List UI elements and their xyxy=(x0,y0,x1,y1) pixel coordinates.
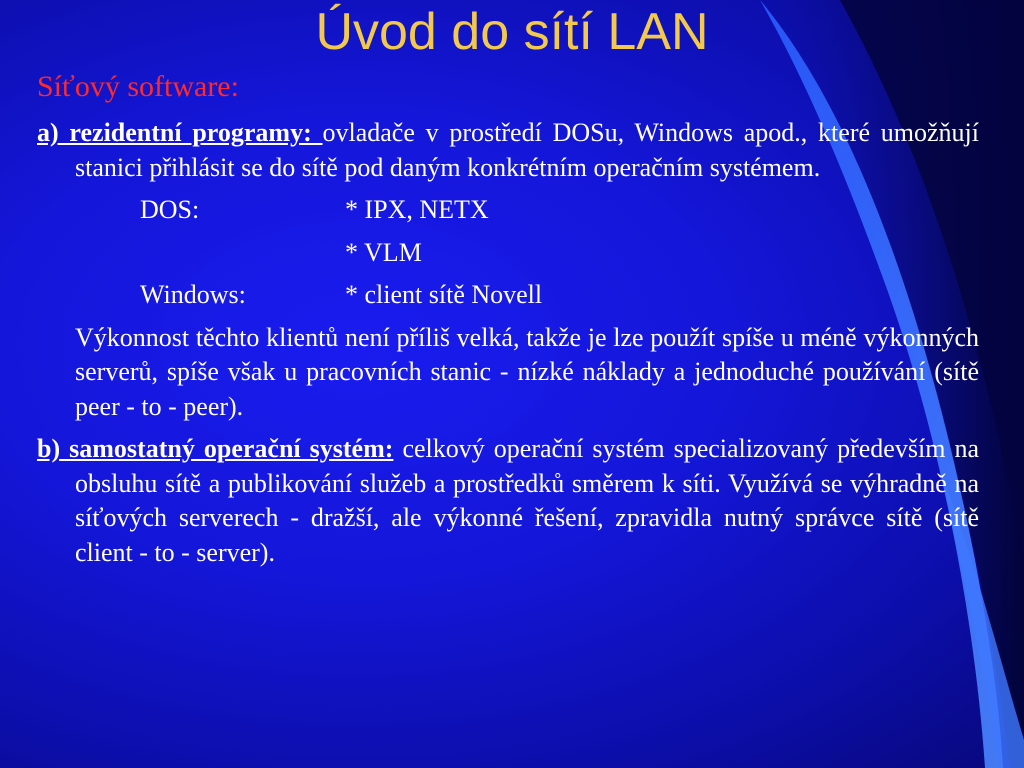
os-row-windows xyxy=(37,278,979,313)
os-client: * IPX, NETX xyxy=(345,195,489,224)
os-row-dos xyxy=(37,193,979,228)
paragraph-performance: Výkonnost těchto klientů není příliš velká, takže je lze použít spíše u méně výkonných serverů, spíše však u pracovních stanic - nízké náklady a jednoduché používání (sítě peer - to - peer). xyxy=(75,322,979,421)
os-name xyxy=(140,236,345,271)
os-client: * VLM xyxy=(345,237,422,267)
text-standalone-os: celkový operační systém specializovaný především na obsluhu sítě a publikování služeb a prostředků směrem k síti. Využívá se výhradně na síťových serverech - dražší, ale výkonné řešení, zpravidla nutný správce sítě (sítě client - to - server). xyxy=(75,434,979,567)
paragraph-standalone-os xyxy=(37,432,979,570)
os-row-dos-vlm xyxy=(37,236,979,271)
section-subtitle: Síťový software: xyxy=(37,70,239,103)
paragraph-resident-programs xyxy=(37,116,979,185)
slide-body xyxy=(37,116,979,578)
os-name: DOS: xyxy=(140,195,200,224)
label-resident-programs: a) rezidentní programy: xyxy=(37,118,323,147)
os-name: Windows: xyxy=(140,280,246,309)
os-client: * client sítě Novell xyxy=(345,280,543,309)
text-resident-programs: ovladače v prostředí DOSu, Windows apod., které umožňují stanici přihlásit se do sítě pod daným konkrétním operačním systémem. xyxy=(75,118,979,182)
slide-title: Úvod do sítí LAN xyxy=(315,3,709,61)
label-standalone-os: b) samostatný operační systém: xyxy=(37,434,394,463)
